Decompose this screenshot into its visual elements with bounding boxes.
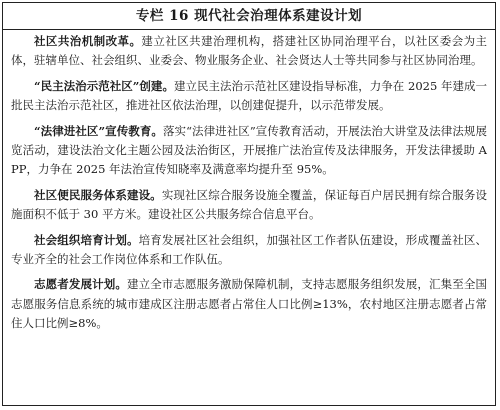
section-lead: “民主法治示范社区”创建。 <box>34 78 174 93</box>
section-body: 建立社区共建治理机构，搭建社区协同治理平台，以社区委会为主体，驻辖单位、社会组织、业委会、物业服务企业、社会贤达人士等共同参与社区协同治理。 <box>11 34 488 68</box>
column-title: 专栏 16 现代社会治理体系建设计划 <box>3 3 495 30</box>
section-lead: 社会组织培育计划。 <box>34 232 139 247</box>
section-democratic-rule-of-law <box>11 77 487 116</box>
column-box <box>2 2 496 406</box>
section-body: 建立全市志愿服务激励保障机制，支持志愿服务组织发展，汇集至全国志愿服务信息系统的城市建成区注册志愿者占常住人口比例≥13%，农村地区注册志愿者占常住人口比例≥8%。 <box>11 277 488 331</box>
section-body: 落实“法律进社区”宣传教育活动，开展法治大讲堂及法律法规展览活动，建设法治文化主题公园及法治街区，开展推广法治宣传及法律服务，开发法律援助 APP，力争在 2025 年法治宣传知晓率及满意率均提升至 95%。 <box>11 123 487 177</box>
section-lead: 社区共治机制改革。 <box>34 34 142 48</box>
section-volunteer-development <box>11 275 487 333</box>
section-lead: “法律进社区”宣传教育。 <box>34 123 163 138</box>
section-community-cogovernance <box>11 32 487 71</box>
section-lead: 社区便民服务体系建设。 <box>34 187 162 202</box>
section-law-into-community <box>11 122 487 180</box>
section-convenience-services <box>11 186 487 225</box>
section-lead: 志愿者发展计划。 <box>34 277 127 292</box>
section-social-organizations <box>11 231 487 270</box>
column-content <box>3 30 495 334</box>
section-body: 培育发展社区社会组织，加强社区工作者队伍建设，形成覆盖社区、专业齐全的社会工作岗位体系和工作队伍。 <box>11 232 488 267</box>
section-body: 建立民主法治示范社区建设指导标准，力争在 2025 年建成一批民主法治示范社区，推进社区依法治理，以创建促提升，以示范带发展。 <box>11 78 487 113</box>
section-body: 实现社区综合服务设施全覆盖，保证每百户居民拥有综合服务设施面积不低于 30 平方米。建设社区公共服务综合信息平台。 <box>11 187 488 222</box>
